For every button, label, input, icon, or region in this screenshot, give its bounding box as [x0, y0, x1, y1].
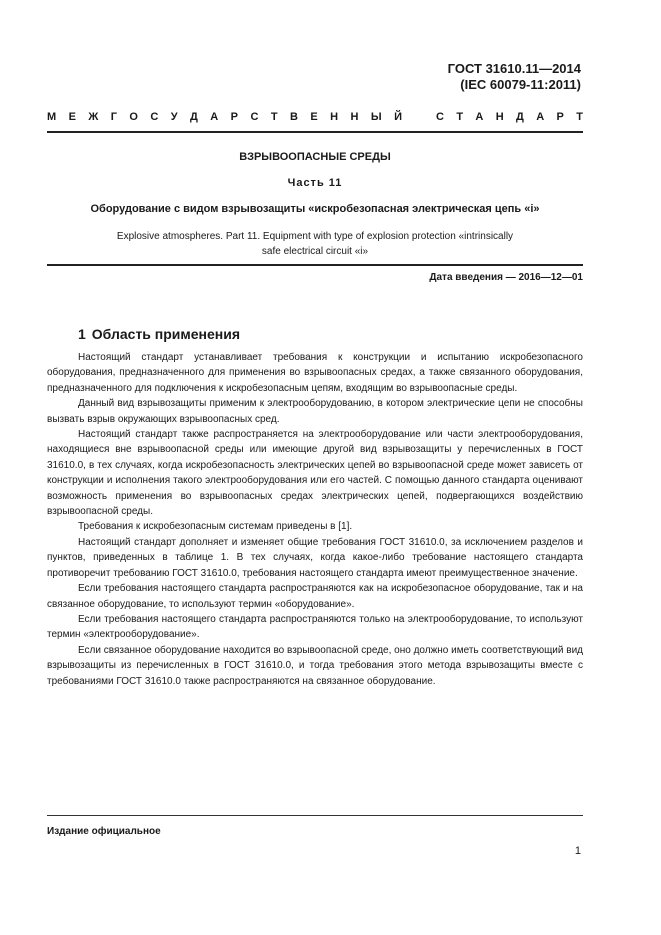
- standard-number: ГОСТ 31610.11—2014: [447, 61, 581, 76]
- section-title: Область применения: [91, 326, 241, 342]
- banner-letter: Й: [394, 111, 402, 123]
- paragraph: Настоящий стандарт дополняет и изменяет общие требования ГОСТ 31610.0, за исключением разделов и пунктов, приведенных в таблице 1. В тех случаях, когда какое-либо требование настоящего стандарта противоречит требованию ГОСТ 31610.0, требования настоящего стандарта имеют преимущественное значение.: [47, 536, 583, 579]
- section-number: 1: [78, 326, 86, 342]
- banner-letter: Р: [230, 111, 239, 123]
- banner-letter: С: [436, 111, 444, 123]
- english-title: Explosive atmospheres. Part 11. Equipment with type of explosion protection «intrinsically safe electrical circuit «i»: [116, 231, 514, 257]
- banner-letter: Н: [350, 111, 359, 123]
- banner-letter: А: [536, 111, 545, 123]
- paragraph: Данный вид взрывозащиты применим к электрооборудованию, в котором электрические цепи не способны вызвать взрыв окружающих взрывоопасных сред.: [47, 398, 583, 425]
- banner-word-interstate: [47, 110, 402, 124]
- paragraph: Если требования настоящего стандарта распространяются только на электрооборудование, то используют термин «электрооборудование».: [47, 613, 583, 641]
- document-part: Часть 11: [287, 177, 343, 189]
- banner-letter: Т: [576, 111, 583, 123]
- banner-letter: Д: [516, 111, 524, 123]
- banner-letter: Н: [330, 111, 339, 123]
- banner-letter: С: [150, 111, 159, 123]
- banner-letter: Ж: [88, 111, 99, 123]
- banner-letter: Г: [110, 111, 117, 123]
- banner-letter: Е: [310, 111, 318, 123]
- edition-label: Издание официальное: [47, 826, 161, 837]
- header-rule: [47, 131, 583, 133]
- paragraph: Если требования настоящего стандарта распространяются как на искробезопасное оборудование, так и на связанное оборудование, то используют термин «оборудование».: [47, 583, 583, 610]
- banner-letter: А: [475, 111, 484, 123]
- section-body: [47, 350, 583, 689]
- paragraph: Настоящий стандарт устанавливает требования к конструкции и испытанию искробезопасного оборудования, предназначенного для применения во взрывоопасных средах, а также связанного оборудования, предназначенного для подключения к искробезопасным цепям, входящим во взрывоопасные среды.: [47, 352, 583, 394]
- paragraph: Требования к искробезопасным системам приведены в [1].: [78, 521, 353, 533]
- banner-word-standard: [436, 110, 583, 124]
- title-rule: [47, 264, 583, 266]
- banner-letter: Ы: [370, 111, 382, 123]
- footer-rule: [47, 815, 583, 816]
- document-title: ВЗРЫВООПАСНЫЕ СРЕДЫ: [239, 151, 391, 163]
- banner-letter: Т: [456, 111, 464, 123]
- banner-letter: В: [289, 111, 298, 123]
- iec-number: (IEC 60079-11:2011): [460, 77, 581, 92]
- section-heading: [78, 326, 240, 342]
- banner-letter: Н: [495, 111, 504, 123]
- banner-letter: М: [47, 111, 57, 123]
- banner-letter: Р: [556, 111, 564, 123]
- banner-letter: А: [210, 111, 219, 123]
- interstate-standard-banner: [47, 110, 583, 124]
- page-number: 1: [574, 845, 581, 857]
- banner-letter: Д: [190, 111, 198, 123]
- paragraph: Настоящий стандарт также распространяется на электрооборудование или части электрооборудования, находящиеся вне взрывоопасной среды или имеющие другой вид взрывозащиты у перечисленных в ГОСТ 31610.0, в тех случаях, когда искробезопасность электрических цепей во взрывоопасной среде может зависеть от конструкции и исполнения такого электрооборудования или его частей. С помощью данного стандарта оценивают возможность применения во взрывоопасных средах электрических цепей, подвергающихся воздействию взрывоопасной среды.: [47, 429, 583, 518]
- banner-letter: Т: [270, 111, 278, 123]
- banner-letter: Е: [68, 111, 76, 123]
- document-subtitle: Оборудование с видом взрывозащиты «искробезопасная электрическая цепь «i»: [90, 203, 540, 215]
- standard-number-block: [448, 61, 581, 93]
- banner-letter: О: [129, 111, 138, 123]
- banner-letter: У: [170, 111, 178, 123]
- paragraph: Если связанное оборудование находится во взрывоопасной среде, оно должно иметь соответствующий вид взрывозащиты из перечисленных в ГОСТ 31610.0, и тогда требования этого метода взрывозащиты вместе с требованиями ГОСТ 31610.0 также распространяются на связанное оборудование.: [47, 644, 583, 687]
- banner-letter: С: [250, 111, 259, 123]
- effective-date: Дата введения — 2016—12—01: [429, 272, 583, 283]
